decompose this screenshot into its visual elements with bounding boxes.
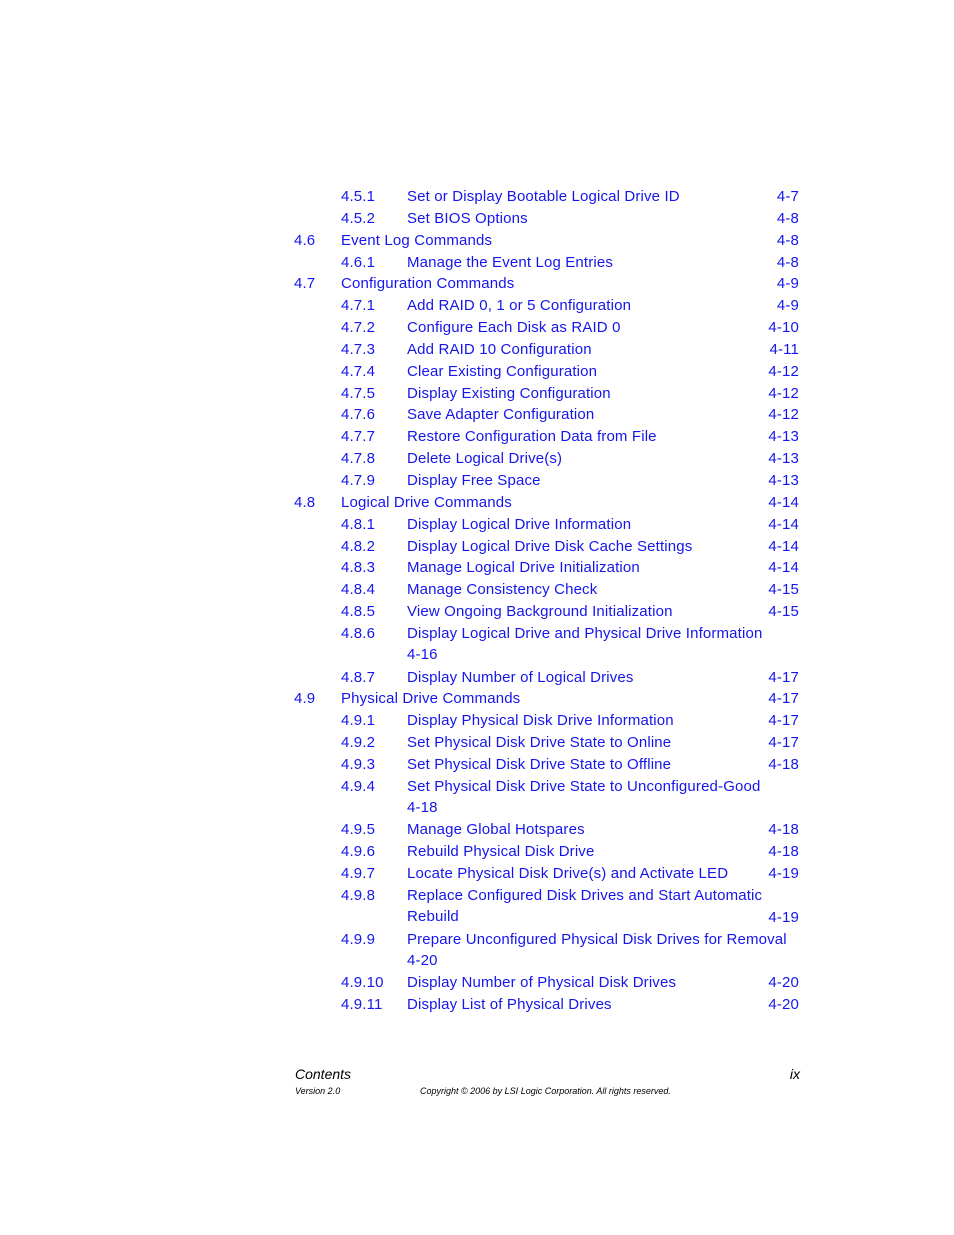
toc-entry-page[interactable]: 4-8	[776, 253, 799, 271]
footer-version: Version 2.0	[295, 1086, 341, 1096]
toc-entry-number: 4.9.6	[341, 843, 376, 861]
toc-entry[interactable]	[0, 252, 954, 274]
toc-entry[interactable]	[0, 426, 954, 448]
toc-entry[interactable]	[0, 601, 954, 623]
toc-entry-page[interactable]: 4-13	[768, 450, 799, 468]
toc-entry-number: 4.9.11	[341, 996, 383, 1014]
toc-entry[interactable]	[0, 404, 954, 426]
toc-entry[interactable]	[0, 536, 954, 558]
toc-entry-number: 4.7.1	[341, 297, 376, 315]
toc-entry[interactable]	[0, 383, 954, 405]
toc-entry-page[interactable]: 4-19	[768, 908, 799, 926]
toc-entry-number: 4.7.9	[341, 471, 376, 489]
toc-entry-title[interactable]: Restore Configuration Data from File	[407, 428, 657, 446]
toc-entry-page[interactable]: 4-14	[768, 493, 799, 511]
toc-entry-page[interactable]: 4-18	[407, 799, 438, 817]
toc-entry-title[interactable]: Replace Configured Disk Drives and Start Automatic Rebuild	[407, 887, 763, 925]
toc-entry-number: 4.9.4	[341, 777, 376, 795]
toc-entry[interactable]	[0, 710, 954, 732]
toc-entry-page[interactable]: 4-14	[768, 559, 799, 577]
toc-entry-title[interactable]: Display Physical Disk Drive Information	[407, 712, 674, 730]
toc-entry-page[interactable]: 4-18	[768, 843, 799, 861]
toc-entry-title[interactable]: Manage the Event Log Entries	[407, 253, 613, 271]
toc-entry-number: 4.8.2	[341, 537, 376, 555]
toc-entry-number: 4.8.4	[341, 581, 376, 599]
toc-entry-number: 4.8.5	[341, 603, 376, 621]
toc-entry-page[interactable]: 4-18	[768, 821, 799, 839]
toc-entry-title[interactable]: Prepare Unconfigured Physical Disk Drives for Removal	[407, 930, 787, 948]
toc-entry-page[interactable]: 4-18	[768, 755, 799, 773]
toc-entry-page[interactable]: 4-15	[768, 603, 799, 621]
toc-entry-title[interactable]: Display Logical Drive Information	[407, 515, 632, 533]
toc-entry-number: 4.9.1	[341, 712, 376, 730]
toc-entry[interactable]	[0, 273, 954, 295]
toc-entry-page[interactable]: 4-9	[776, 297, 799, 315]
toc-entry-title[interactable]: Display List of Physical Drives	[407, 996, 612, 1014]
toc-entry[interactable]	[0, 667, 954, 689]
toc-entry-title[interactable]: Display Number of Logical Drives	[407, 668, 634, 686]
toc-entry-page[interactable]: 4-12	[768, 362, 799, 380]
toc-entry-number: 4.9.10	[341, 974, 384, 992]
toc-entry-page[interactable]: 4-14	[768, 537, 799, 555]
toc-entry-title[interactable]: Display Number of Physical Disk Drives	[407, 974, 677, 992]
toc-entry-number: 4.7.6	[341, 406, 376, 424]
toc-entry-title[interactable]: Set Physical Disk Drive State to Unconfigured-Good	[407, 777, 761, 795]
toc-entry[interactable]	[0, 776, 954, 820]
toc-entry-number: 4.9.2	[341, 734, 376, 752]
toc-entry-number: 4.7.4	[341, 362, 376, 380]
table-of-contents	[0, 186, 954, 1016]
toc-entry[interactable]	[0, 863, 954, 885]
toc-entry-title[interactable]: Manage Consistency Check	[407, 581, 598, 599]
toc-entry-number: 4.7.2	[341, 319, 376, 337]
toc-entry[interactable]	[0, 688, 954, 710]
toc-entry-number: 4.5.2	[341, 209, 376, 227]
toc-entry[interactable]	[0, 470, 954, 492]
toc-entry-title[interactable]: Rebuild Physical Disk Drive	[407, 843, 595, 861]
toc-entry-number: 4.6	[294, 231, 316, 249]
toc-entry-page[interactable]: 4-17	[768, 690, 799, 708]
toc-entry-title[interactable]: Manage Global Hotspares	[407, 821, 585, 839]
toc-entry-title[interactable]: Add RAID 0, 1 or 5 Configuration	[407, 297, 632, 315]
toc-entry-title[interactable]: Event Log Commands	[341, 231, 493, 249]
toc-entry-number: 4.5.1	[341, 188, 376, 205]
toc-entry[interactable]	[0, 317, 954, 339]
toc-entry-page[interactable]: 4-20	[407, 952, 438, 970]
toc-entry-number: 4.9	[294, 690, 316, 708]
toc-entry-title[interactable]: Configure Each Disk as RAID 0	[407, 319, 621, 337]
toc-entry-page[interactable]: 4-17	[768, 668, 799, 686]
toc-entry-page[interactable]: 4-8	[776, 209, 799, 227]
toc-entry-number: 4.9.9	[341, 930, 376, 948]
toc-entry-page[interactable]: 4-8	[776, 231, 799, 249]
toc-entry-number: 4.8	[294, 493, 316, 511]
toc-entry-title[interactable]: Set or Display Bootable Logical Drive ID	[407, 188, 680, 205]
toc-entry-number: 4.8.3	[341, 559, 376, 577]
toc-entry-page[interactable]: 4-10	[768, 319, 799, 337]
toc-entry-title[interactable]: Set Physical Disk Drive State to Offline	[407, 755, 672, 773]
toc-entry-page[interactable]: 4-7	[776, 188, 799, 205]
toc-entry-number: 4.7.3	[341, 340, 376, 358]
toc-entry-number: 4.8.6	[341, 624, 376, 642]
toc-entry[interactable]	[0, 732, 954, 754]
footer-page-number: ix	[789, 1066, 800, 1082]
toc-entry[interactable]	[0, 841, 954, 863]
toc-entry[interactable]	[0, 579, 954, 601]
toc-entry[interactable]	[0, 885, 954, 929]
toc-entry-number: 4.7.8	[341, 450, 376, 468]
toc-entry-page[interactable]: 4-20	[768, 974, 799, 992]
toc-entry[interactable]	[0, 623, 954, 667]
toc-entry-page[interactable]: 4-20	[768, 996, 799, 1014]
footer-copyright: Copyright © 2006 by LSI Logic Corporation. All rights reserved.	[420, 1086, 671, 1096]
toc-entry-title[interactable]: Set BIOS Options	[407, 209, 528, 227]
toc-entry-page[interactable]: 4-11	[769, 340, 799, 358]
toc-entry-title[interactable]: Physical Drive Commands	[341, 690, 521, 708]
toc-entry-title[interactable]: Clear Existing Configuration	[407, 362, 598, 380]
toc-entry[interactable]	[0, 186, 954, 208]
toc-entry[interactable]	[0, 514, 954, 536]
toc-entry[interactable]	[0, 994, 954, 1016]
toc-entry[interactable]	[0, 230, 954, 252]
toc-entry-title[interactable]: Locate Physical Disk Drive(s) and Activate LED	[407, 865, 729, 883]
toc-entry-title[interactable]: Display Existing Configuration	[407, 384, 611, 402]
toc-entry-number: 4.8.7	[341, 668, 376, 686]
toc-entry-title[interactable]: Display Free Space	[407, 471, 541, 489]
toc-entry[interactable]	[0, 361, 954, 383]
toc-entry[interactable]	[0, 972, 954, 994]
toc-entry-number: 4.7	[294, 275, 316, 293]
toc-entry-page[interactable]: 4-13	[768, 428, 799, 446]
toc-entry-title[interactable]: Display Logical Drive Disk Cache Settings	[407, 537, 693, 555]
toc-entry-page[interactable]: 4-17	[768, 712, 799, 730]
toc-entry-title[interactable]: Configuration Commands	[341, 275, 515, 293]
toc-entry-title[interactable]: Delete Logical Drive(s)	[407, 450, 563, 468]
toc-entry-title[interactable]: Logical Drive Commands	[341, 493, 512, 511]
toc-entry-number: 4.8.1	[341, 515, 376, 533]
toc-entry-title[interactable]: Save Adapter Configuration	[407, 406, 595, 424]
toc-entry-title[interactable]: Add RAID 10 Configuration	[407, 340, 592, 358]
toc-entry-title[interactable]: Set Physical Disk Drive State to Online	[407, 734, 672, 752]
toc-entry[interactable]	[0, 448, 954, 470]
toc-entry[interactable]	[0, 929, 954, 973]
toc-entry[interactable]	[0, 557, 954, 579]
toc-entry-title[interactable]: View Ongoing Background Initialization	[407, 603, 673, 621]
toc-entry-title[interactable]: Manage Logical Drive Initialization	[407, 559, 640, 577]
toc-entry-number: 4.6.1	[341, 253, 376, 271]
toc-entry[interactable]	[0, 339, 954, 361]
toc-entry[interactable]	[0, 295, 954, 317]
toc-entry-page[interactable]: 4-9	[776, 275, 799, 293]
toc-entry-title[interactable]: Display Logical Drive and Physical Drive Information	[407, 624, 763, 642]
toc-entry-page[interactable]: 4-19	[768, 865, 799, 883]
toc-entry-number: 4.7.7	[341, 428, 376, 446]
toc-entry-page[interactable]: 4-16	[407, 646, 438, 664]
toc-entry-number: 4.9.8	[341, 887, 376, 904]
toc-entry[interactable]	[0, 819, 954, 841]
footer-section-title: Contents	[295, 1066, 352, 1082]
toc-entry-page[interactable]: 4-12	[768, 406, 799, 424]
toc-entry-page[interactable]: 4-13	[768, 471, 799, 489]
toc-entry-page[interactable]: 4-14	[768, 515, 799, 533]
toc-entry[interactable]	[0, 492, 954, 514]
toc-entry-number: 4.7.5	[341, 384, 376, 402]
toc-entry-number: 4.9.3	[341, 755, 376, 773]
toc-entry-number: 4.9.5	[341, 821, 376, 839]
toc-entry[interactable]	[0, 754, 954, 776]
toc-entry-page[interactable]: 4-17	[768, 734, 799, 752]
toc-entry[interactable]	[0, 208, 954, 230]
toc-entry-page[interactable]: 4-12	[768, 384, 799, 402]
toc-entry-number: 4.9.7	[341, 865, 376, 883]
toc-entry-page[interactable]: 4-15	[768, 581, 799, 599]
